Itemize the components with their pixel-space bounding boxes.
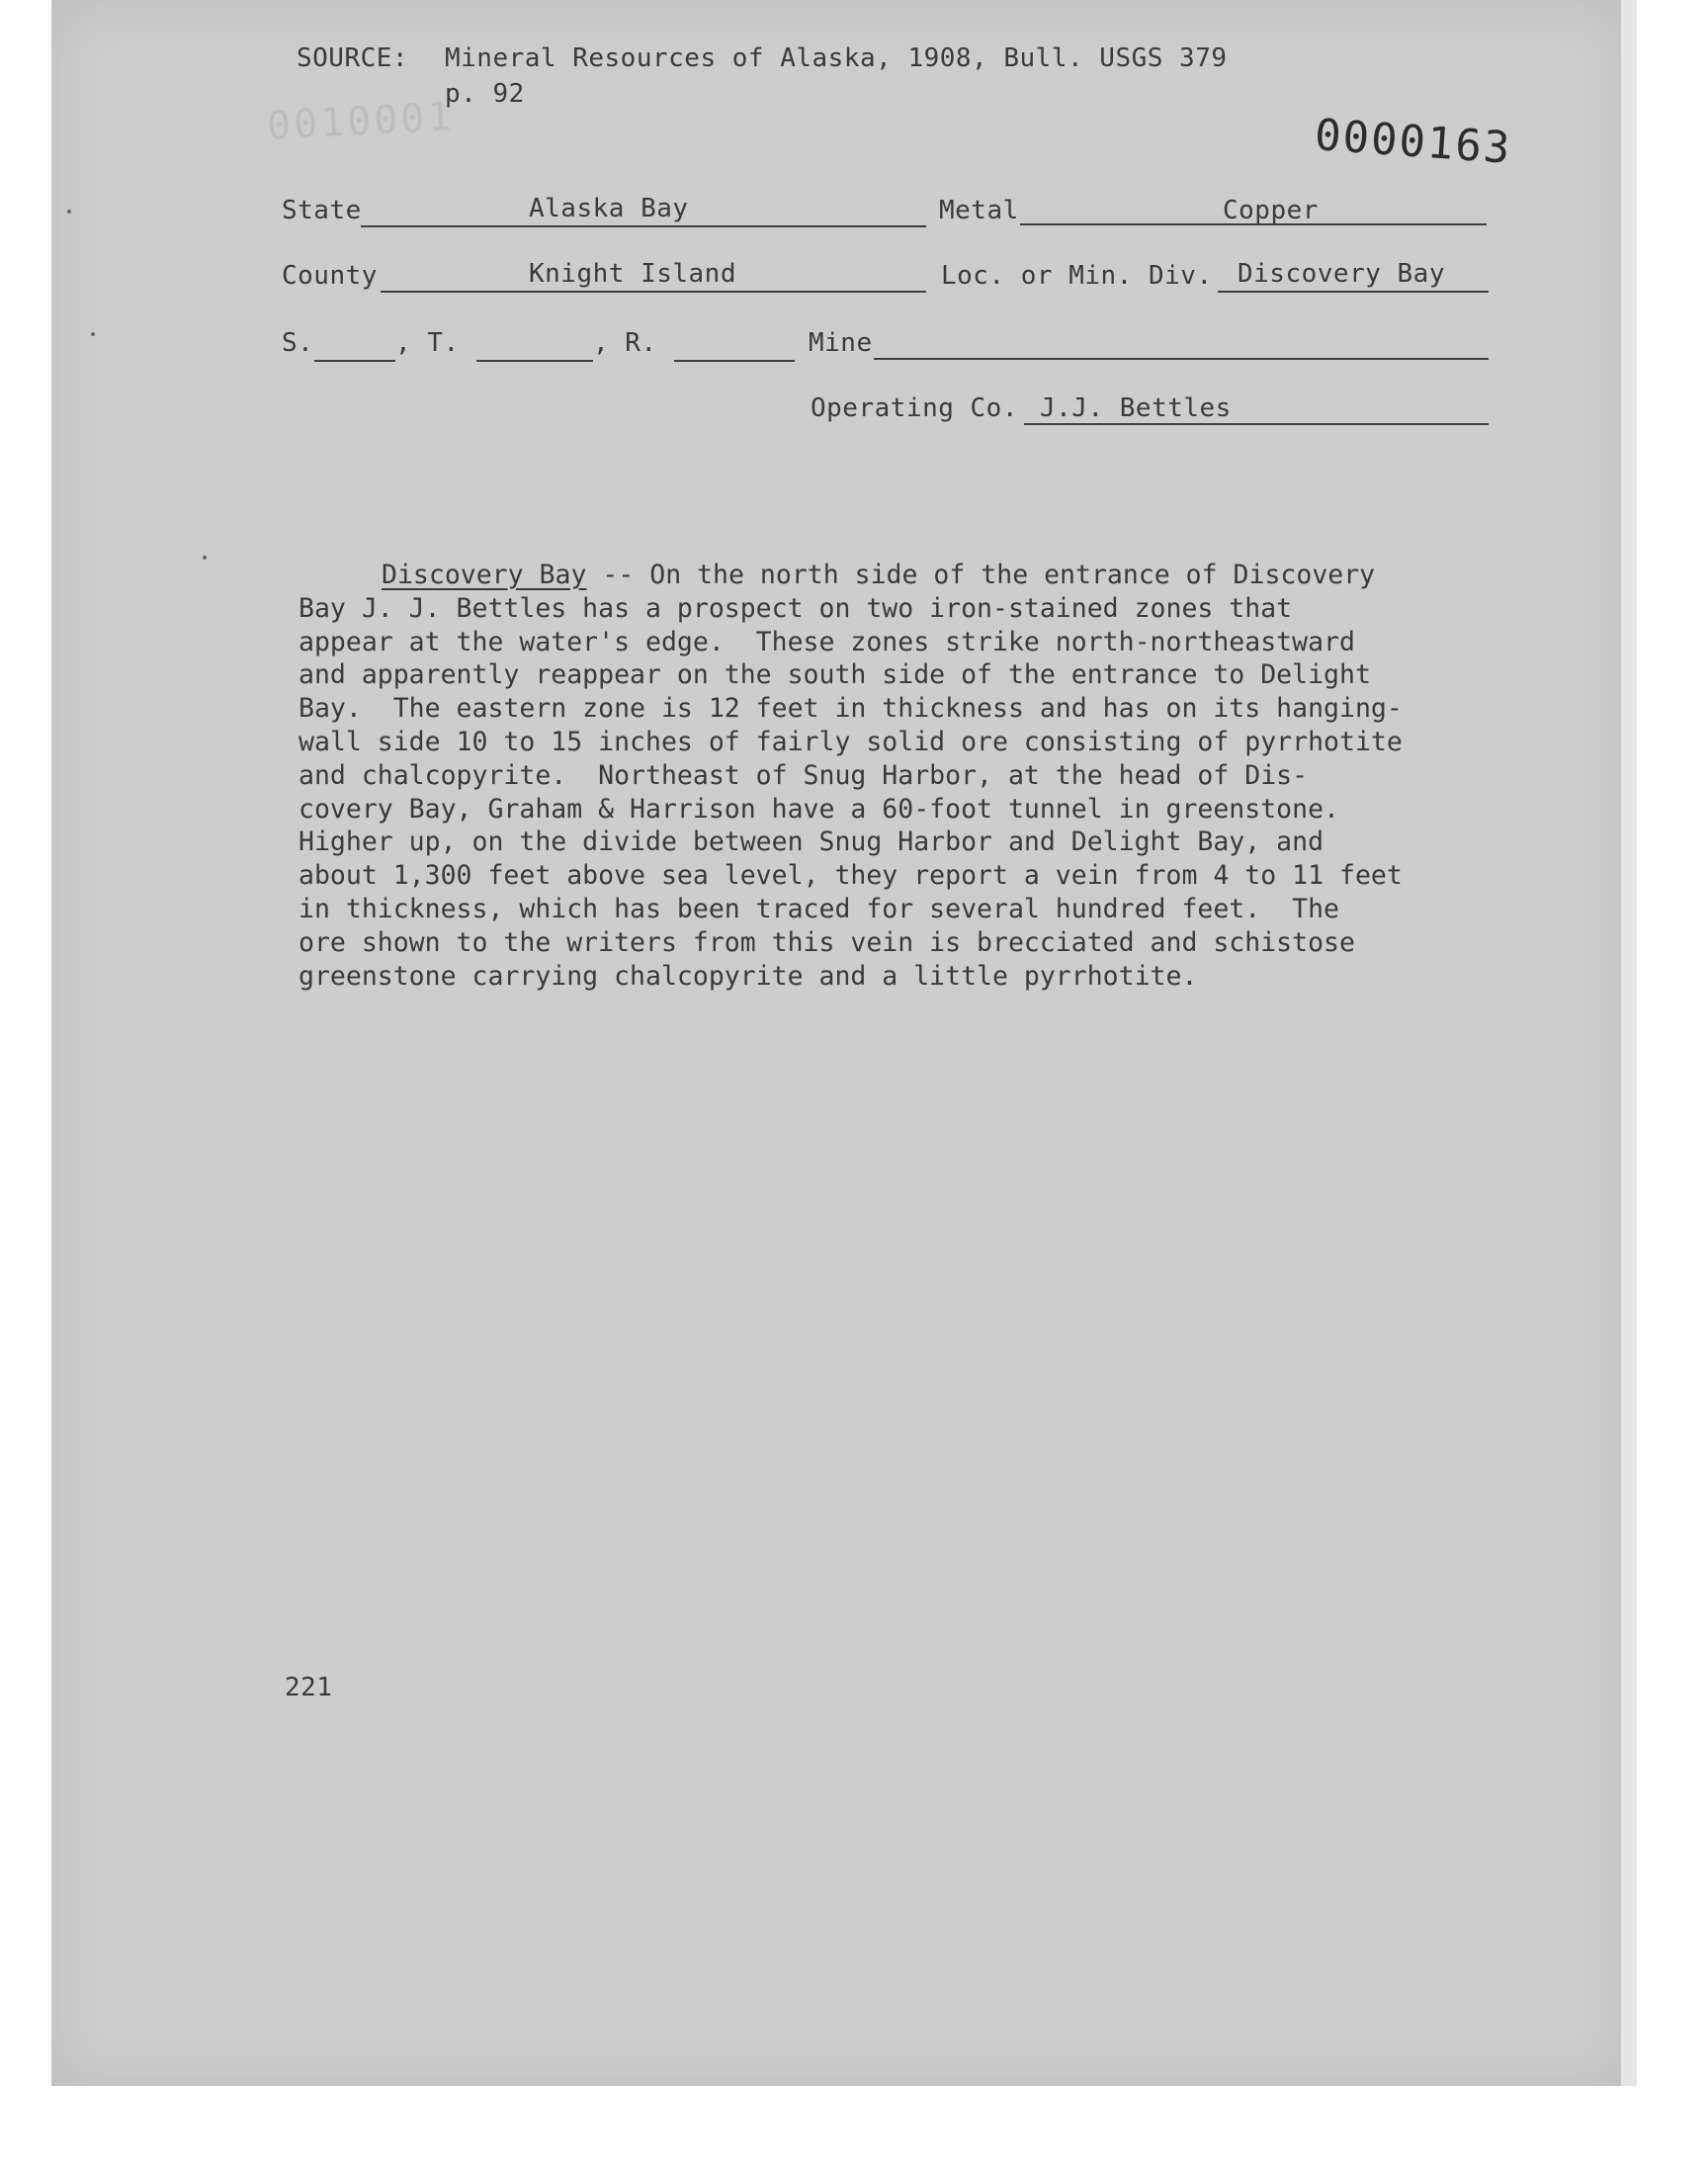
paragraph-line: greenstone carrying chalcopyrite and a little pyrrhotite.	[299, 960, 1198, 992]
paragraph-first-line: -- On the north side of the entrance of Discovery	[586, 560, 1376, 590]
page-number: 221	[285, 1673, 333, 1702]
paragraph-line: ore shown to the writers from this vein is brecciated and schistose	[299, 926, 1355, 958]
paragraph-line: and chalcopyrite. Northeast of Snug Harbor, at the head of Dis-	[299, 759, 1309, 791]
metal-value: Copper	[1223, 196, 1319, 225]
faint-stamp: 0010001	[265, 94, 456, 149]
paragraph-line: in thickness, which has been traced for several hundred feet. The	[299, 893, 1339, 924]
description-paragraph	[299, 559, 1485, 993]
t-label: , T.	[395, 328, 460, 358]
r-line	[674, 360, 795, 362]
mine-label: Mine	[809, 328, 873, 358]
paragraph-line: about 1,300 feet above sea level, they report a vein from 4 to 11 feet	[299, 860, 1403, 892]
paragraph-line: wall side 10 to 15 inches of fairly solid ore consisting of pyrrhotite	[299, 726, 1403, 757]
source-page: p. 92	[445, 79, 525, 109]
scan-speck	[91, 332, 95, 336]
paragraph-line: Bay. The eastern zone is 12 feet in thickness and has on its hanging-	[299, 693, 1403, 725]
county-line	[381, 291, 926, 293]
operating-line	[1024, 423, 1489, 425]
s-label: S.	[282, 328, 314, 358]
file-number: 0000163	[1313, 110, 1513, 174]
operating-label: Operating Co.	[811, 393, 1018, 423]
county-label: County	[282, 261, 378, 291]
paragraph-line: appear at the water's edge. These zones strike north-northeastward	[299, 626, 1355, 657]
metal-label: Metal	[939, 196, 1019, 225]
county-value: Knight Island	[529, 259, 736, 289]
operating-value: J.J. Bettles	[1040, 393, 1232, 423]
mine-line	[874, 358, 1489, 360]
paragraph-line: and apparently reappear on the south side of the entrance to Delight	[299, 659, 1371, 691]
sheet-edge	[1621, 0, 1637, 2086]
loc-line	[1218, 291, 1489, 293]
loc-value: Discovery Bay	[1238, 259, 1445, 289]
paragraph-line: Higher up, on the divide between Snug Harbor and Delight Bay, and	[299, 826, 1324, 858]
t-line	[476, 360, 593, 362]
paragraph-line: Bay J. J. Bettles has a prospect on two iron-stained zones that	[299, 592, 1293, 624]
s-line	[314, 360, 395, 362]
scan-speck	[67, 210, 71, 214]
state-line	[361, 225, 926, 227]
paragraph-line: covery Bay, Graham & Harrison have a 60-foot tunnel in greenstone.	[299, 793, 1339, 825]
source-text: Mineral Resources of Alaska, 1908, Bull. USGS 379	[445, 44, 1228, 73]
scan-speck	[203, 556, 207, 560]
source-label: SOURCE:	[297, 44, 409, 73]
document-sheet	[51, 0, 1629, 2086]
paragraph-heading: Discovery Bay	[382, 560, 587, 590]
r-label: , R.	[593, 328, 657, 358]
loc-label: Loc. or Min. Div.	[941, 261, 1213, 291]
state-label: State	[282, 196, 362, 225]
state-value: Alaska Bay	[529, 194, 689, 223]
